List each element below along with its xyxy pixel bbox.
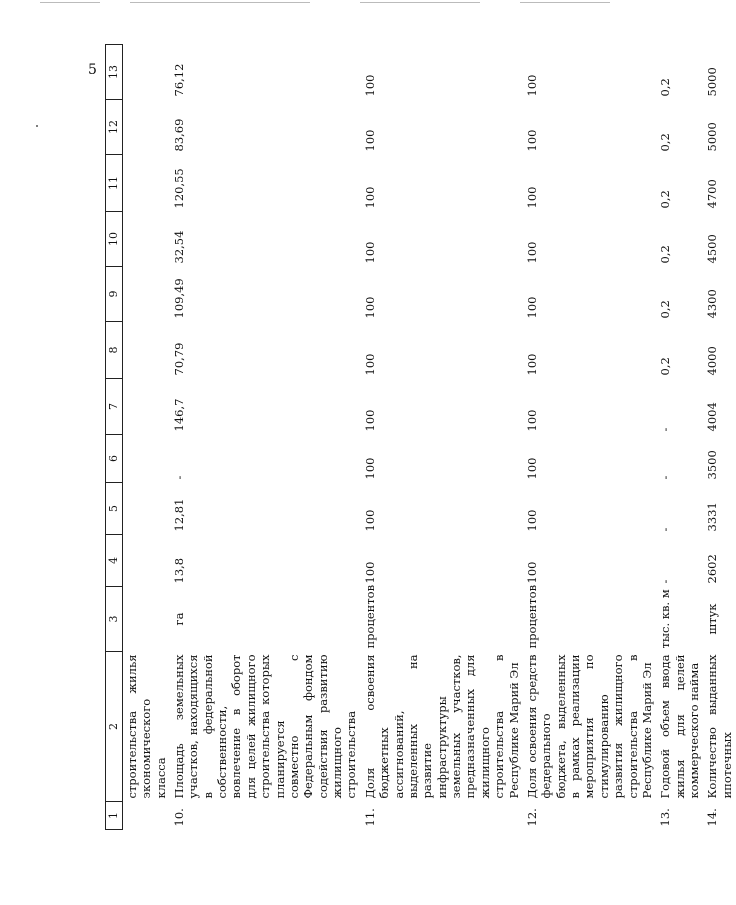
value-cell: 100	[524, 509, 539, 532]
header-cell: 2	[106, 652, 123, 802]
value-cell: 100	[524, 409, 539, 432]
value-cell: 0,2	[658, 78, 673, 97]
value-cell: 70,79	[171, 342, 186, 376]
value-cell: 100	[524, 186, 539, 209]
value-cell: 100	[524, 353, 539, 376]
header-cell: 8	[106, 322, 123, 379]
value-cell: 13,8	[171, 557, 186, 584]
value-cell: 100	[362, 353, 377, 376]
value-cell: 0,2	[658, 133, 673, 152]
scan-edge-line	[130, 2, 310, 3]
value-cell: 3331	[705, 502, 720, 532]
row-description: Доля освоения бюджетных ассигнований, выделенных на развитие инфраструктуры земельных участков, предназначенных для жилищного строительства в Республике Марий Эл	[362, 654, 521, 799]
value-cell: 100	[524, 74, 539, 97]
row-number: 12.	[524, 808, 539, 827]
value-cell: 4700	[705, 179, 720, 209]
value-cell: 109,49	[171, 278, 186, 319]
value-cell: 100	[524, 129, 539, 152]
table-row	[703, 45, 736, 830]
value-cell: 2602	[705, 554, 720, 584]
table-row	[361, 45, 523, 830]
value-cell: 100	[362, 509, 377, 532]
value-cell: 32,54	[171, 230, 186, 264]
row-unit: тыс. кв. м	[658, 589, 673, 649]
row-unit: га	[171, 612, 186, 626]
value-cell: 100	[362, 74, 377, 97]
row-unit: штук	[705, 603, 720, 635]
table-row	[656, 45, 703, 830]
value-cell: -	[658, 427, 673, 432]
indicators-table	[105, 44, 736, 830]
header-cell: 6	[106, 435, 123, 483]
value-cell: 0,2	[658, 245, 673, 264]
value-cell: 5000	[705, 122, 720, 152]
scan-edge-line	[360, 2, 480, 3]
value-cell: 100	[524, 457, 539, 480]
value-cell: 0,2	[658, 357, 673, 376]
value-cell: 5000	[705, 67, 720, 97]
table-row	[170, 45, 361, 830]
row-unit: процентов	[524, 584, 539, 649]
value-cell: 0,2	[658, 300, 673, 319]
value-cell: -	[658, 579, 673, 584]
value-cell: 100	[362, 561, 377, 584]
value-cell: 83,69	[171, 118, 186, 152]
value-cell: 100	[524, 241, 539, 264]
table-row	[523, 45, 656, 830]
value-cell: 4004	[705, 402, 720, 432]
row-number: 14.	[705, 808, 720, 827]
value-cell: 100	[524, 296, 539, 319]
value-cell: 76,12	[171, 63, 186, 97]
value-cell: 0,2	[658, 190, 673, 209]
header-cell: 13	[106, 45, 123, 100]
value-cell: 4000	[705, 346, 720, 376]
header-cell: 3	[106, 587, 123, 652]
value-cell: -	[171, 475, 186, 480]
scan-edge-line	[520, 2, 610, 3]
header-cell: 5	[106, 483, 123, 535]
row-number: 11.	[362, 808, 377, 827]
rotated-document	[105, 45, 734, 830]
header-cell: 1	[106, 802, 123, 830]
value-cell: 100	[362, 129, 377, 152]
row-description: Доля освоения средств федерального бюджета, выделенных в рамках реализации мероприятия по стимулированию развития жилищного строительства в Республике Марий Эл	[524, 654, 654, 799]
value-cell: 4300	[705, 289, 720, 319]
row-description: Площадь земельных участков, находящихся в федеральной собственности, вовлечение в оборот для целей жилищного строительства которых планируется совместно с Федеральным фондом содействия развитию жилищного строительства	[171, 654, 359, 799]
value-cell: 100	[362, 186, 377, 209]
value-cell: 100	[362, 409, 377, 432]
header-cell: 9	[106, 267, 123, 322]
header-cell: 4	[106, 535, 123, 587]
value-cell: -	[658, 475, 673, 480]
header-cell: 7	[106, 379, 123, 435]
value-cell: 100	[362, 296, 377, 319]
row-number: 13.	[658, 808, 673, 827]
value-cell: 120,55	[171, 168, 186, 209]
row-description: Годовой объем ввода жилья для целей коммерческого найма	[658, 654, 701, 799]
continuation-text: строительства жилья экономического класса	[124, 654, 168, 799]
scan-edge-line	[40, 2, 100, 3]
value-cell: 12,81	[171, 498, 186, 532]
row-number: 10.	[171, 808, 186, 827]
value-cell: 146,7	[171, 398, 186, 432]
value-cell: 100	[524, 561, 539, 584]
continuation-row	[122, 45, 170, 830]
page-number: 5	[88, 62, 97, 78]
row-description: Количество выданных ипотечных	[705, 654, 734, 799]
value-cell: 100	[362, 241, 377, 264]
value-cell: 100	[362, 457, 377, 480]
scan-speck	[36, 125, 38, 127]
value-cell: 3500	[705, 450, 720, 480]
header-cell: 12	[106, 100, 123, 155]
value-cell: 4500	[705, 234, 720, 264]
header-cell: 11	[106, 155, 123, 212]
header-cell: 10	[106, 212, 123, 267]
header-row	[106, 45, 123, 830]
value-cell: -	[658, 527, 673, 532]
row-unit: процентов	[362, 584, 377, 649]
